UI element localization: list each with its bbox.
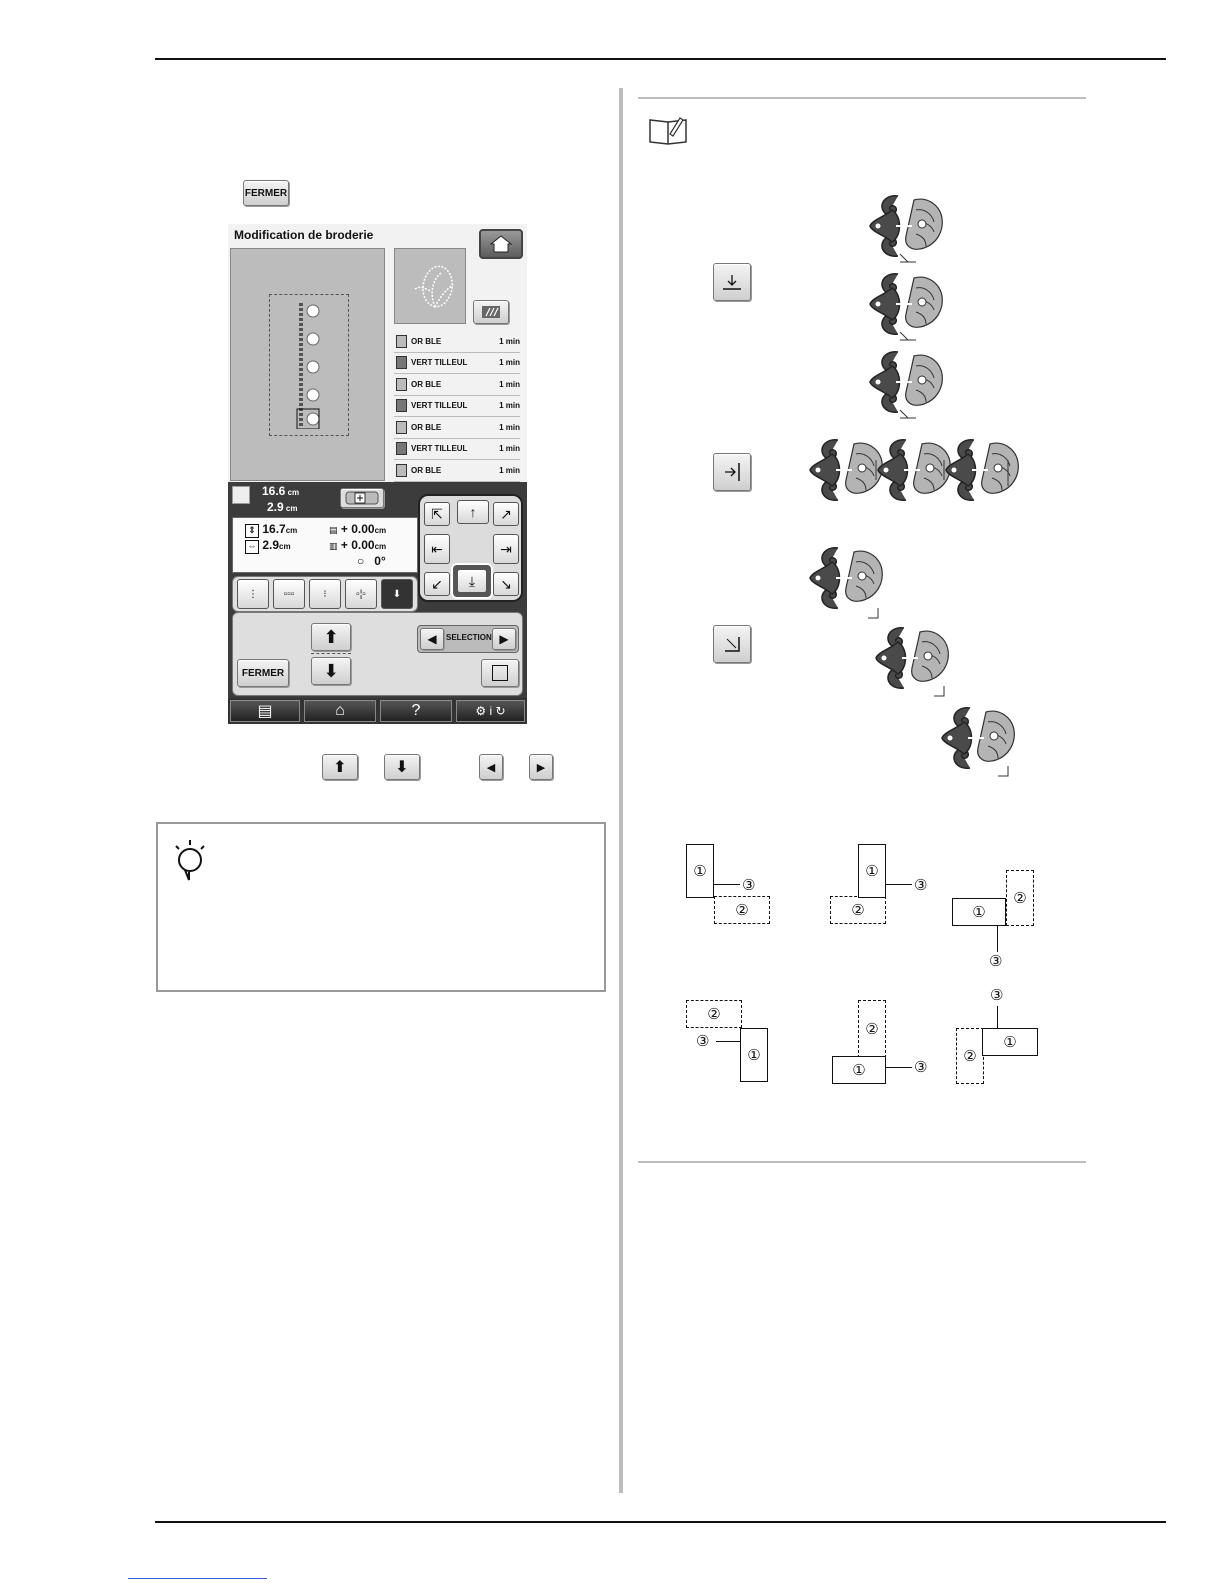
offset-x-unit: cm	[374, 526, 387, 535]
diagram-box-2	[686, 1000, 742, 1028]
home-button[interactable]	[479, 229, 523, 259]
label-3: ③	[990, 987, 1004, 1004]
down-key-illustration[interactable]	[384, 754, 420, 780]
label-2: ②	[865, 1021, 879, 1038]
pattern-size-readout	[262, 484, 299, 516]
fermer-button-label: FERMER	[241, 667, 285, 679]
pattern-thumbnail	[394, 248, 466, 324]
label-2: ②	[851, 902, 865, 919]
thread-name: VERT TILLEUL	[411, 358, 468, 368]
triangle-right-icon: ▶	[536, 761, 546, 774]
pointer-line	[997, 926, 998, 952]
layout-vertical-button[interactable]	[237, 579, 269, 609]
label-1: ①	[972, 904, 986, 921]
size-width-value: 2.9	[267, 500, 284, 514]
diagram-box-2	[956, 1028, 984, 1084]
bold-arrow-down-icon: ⬇	[395, 759, 409, 776]
thread-row[interactable]	[394, 353, 520, 375]
label-2: ②	[735, 902, 749, 919]
arrow-down-left-button[interactable]	[424, 572, 450, 596]
diagram-box-2	[858, 1000, 886, 1058]
offset-y-readout	[329, 538, 386, 552]
label-3: ③	[742, 877, 756, 894]
label-3: ③	[696, 1033, 710, 1050]
hoop-icon	[345, 491, 379, 505]
thread-display-button[interactable]	[473, 300, 509, 324]
arrow-up-icon: ↑	[469, 504, 477, 520]
layout-horizontal-icon: ▫▫▫	[283, 588, 295, 600]
triangle-left-icon: ◀	[486, 761, 496, 774]
motif-diagonal	[808, 544, 1018, 784]
embroidery-canvas[interactable]	[230, 248, 385, 481]
spool-icon	[396, 335, 407, 348]
thread-time: 1 min	[499, 465, 520, 475]
pointer-line	[886, 884, 912, 885]
square-icon	[492, 665, 508, 681]
thread-row[interactable]	[394, 331, 520, 353]
layout-horizontal-split-icon: ▫¦▫	[356, 588, 366, 600]
thread-time: 1 min	[499, 358, 520, 368]
width-unit: cm	[279, 542, 291, 551]
diagram-box-2	[714, 896, 770, 924]
thread-time: 1 min	[499, 336, 520, 346]
hoop-view-button[interactable]	[340, 488, 384, 508]
height-value: 16.7	[262, 522, 286, 536]
diagram-box-1	[858, 844, 886, 898]
diagram-box-1	[686, 844, 714, 898]
triangle-left-icon: ◀	[427, 632, 437, 646]
offset-x-readout	[329, 522, 386, 536]
lower-control-panel	[232, 612, 523, 696]
spool-icon	[396, 464, 407, 477]
label-3: ③	[914, 877, 928, 894]
layout-horizontal-button[interactable]	[273, 579, 305, 609]
embroidery-edit-screen	[228, 224, 527, 724]
up-key-illustration[interactable]	[322, 754, 358, 780]
label-3: ③	[914, 1059, 928, 1076]
diagram-box-1	[740, 1028, 768, 1082]
screen-bottom-bar	[228, 698, 527, 724]
align-bottom-icon	[720, 270, 744, 294]
label-2: ②	[707, 1006, 721, 1023]
thread-row[interactable]	[394, 396, 520, 418]
footer-rule	[155, 1521, 1166, 1523]
bold-arrow-up-icon: ⬆	[333, 759, 347, 776]
arrow-up-button[interactable]	[457, 500, 489, 524]
spool-icon	[396, 421, 407, 434]
memo-bottom-rule	[638, 1161, 1086, 1163]
motif-row-horizontal	[808, 430, 1020, 512]
settings-button[interactable]	[456, 700, 525, 722]
pattern-preview-icon	[289, 301, 329, 429]
thread-name: VERT TILLEUL	[411, 444, 468, 454]
layout-vertical-split-button[interactable]	[309, 579, 341, 609]
spool-icon	[396, 356, 407, 369]
move-down-button[interactable]	[311, 657, 351, 685]
layout-vertical-icon: ⋮	[248, 588, 258, 600]
position-diagram-4	[680, 996, 790, 1092]
motif-stack-vertical	[868, 192, 948, 424]
link-underline[interactable]	[128, 1578, 267, 1579]
direction-pad	[418, 494, 523, 602]
label-1: ①	[865, 863, 879, 880]
diagram-box-1	[952, 898, 1006, 926]
diagram-box-2	[830, 896, 886, 924]
fermer-key-label: FERMER	[244, 187, 288, 199]
thread-name: OR BLE	[411, 336, 442, 346]
align-bottom-button[interactable]	[713, 263, 751, 301]
angle-readout	[357, 554, 386, 568]
triangle-right-icon: ▶	[499, 632, 509, 646]
thread-row[interactable]	[394, 417, 520, 439]
thread-color-list	[394, 331, 520, 482]
home-icon	[481, 231, 521, 257]
selection-next-button[interactable]	[492, 628, 516, 650]
diagram-box-1	[832, 1056, 886, 1084]
position-diagram-2	[826, 838, 936, 938]
layout-selector	[232, 576, 418, 612]
bold-arrow-up-icon: ⬆	[323, 626, 339, 647]
align-diagonal-icon	[720, 632, 744, 656]
document-button[interactable]	[230, 700, 300, 722]
move-up-button[interactable]	[311, 623, 351, 651]
document-icon: ▤	[257, 703, 273, 720]
position-diagram-5	[826, 996, 936, 1092]
label-3: ③	[989, 953, 1003, 970]
needle-icon	[480, 304, 502, 320]
size-unit: cm	[285, 504, 298, 513]
thread-name: OR BLE	[411, 422, 442, 432]
arrow-up-right-button[interactable]	[493, 502, 519, 526]
spacer-line	[311, 653, 351, 655]
diagram-box-1	[982, 1028, 1038, 1056]
next-key-illustration[interactable]	[529, 754, 553, 780]
pointer-line	[997, 1006, 998, 1028]
size-unit: cm	[287, 488, 300, 497]
width-value: 2.9	[262, 538, 280, 552]
spool-icon	[396, 442, 407, 455]
arrow-right-button[interactable]	[493, 534, 519, 564]
arrow-down-button[interactable]	[457, 569, 487, 593]
arrow-down-icon: ⤓	[468, 572, 476, 589]
help-icon: ?	[411, 702, 421, 719]
thread-time: 1 min	[499, 422, 520, 432]
pointer-line	[886, 1067, 912, 1068]
machine-button[interactable]	[304, 700, 376, 722]
arrow-left-button[interactable]	[424, 534, 450, 564]
custom-layout-icon: ⬇	[392, 588, 402, 600]
height-icon: ⇕	[245, 524, 259, 538]
help-button[interactable]	[380, 700, 452, 722]
header-rule	[155, 58, 1166, 60]
height-readout	[245, 522, 297, 538]
memo-top-rule	[638, 97, 1086, 99]
select-all-button[interactable]	[481, 659, 519, 687]
lightbulb-icon	[170, 836, 210, 886]
offset-y-unit: cm	[374, 542, 387, 551]
arrow-up-left-icon: ⇱	[431, 505, 443, 522]
arrow-down-right-icon: ↘	[500, 575, 512, 592]
offset-y-value: + 0.00	[340, 538, 375, 552]
thread-name: VERT TILLEUL	[411, 401, 468, 411]
position-info-box	[232, 517, 418, 573]
memo-book-icon	[648, 112, 688, 146]
thread-time: 1 min	[499, 401, 520, 411]
layout-custom-button[interactable]	[381, 579, 413, 609]
offset-x-value: + 0.00	[340, 522, 375, 536]
thread-name: OR BLE	[411, 465, 442, 475]
pointer-line	[714, 884, 740, 885]
fermer-button[interactable]	[237, 659, 289, 687]
column-divider	[619, 88, 623, 1493]
size-height-value: 16.6	[262, 484, 286, 498]
selection-label: SELECTION	[446, 633, 492, 642]
size-icon	[232, 486, 250, 504]
thread-row[interactable]	[394, 374, 520, 396]
thread-row[interactable]	[394, 460, 520, 482]
arrow-up-right-icon: ↗	[500, 505, 512, 522]
sewing-machine-icon: ⌂	[335, 702, 345, 719]
height-unit: cm	[285, 526, 298, 535]
offset-x-icon: ▤	[329, 525, 338, 535]
arrow-left-icon: ⇤	[431, 540, 443, 557]
position-diagram-1	[680, 838, 790, 938]
align-right-icon	[720, 460, 744, 484]
selection-control	[417, 625, 519, 653]
selection-prev-button[interactable]	[420, 628, 444, 650]
arrow-right-icon: ⇥	[500, 540, 512, 557]
note-box	[156, 822, 606, 992]
thread-row[interactable]	[394, 439, 520, 461]
width-icon: ⇔	[245, 540, 259, 554]
label-2: ②	[1013, 890, 1027, 907]
prev-key-illustration[interactable]	[479, 754, 503, 780]
arrow-up-left-button[interactable]	[424, 502, 450, 526]
width-readout	[245, 538, 291, 554]
spool-icon	[396, 399, 407, 412]
position-diagram-3	[946, 862, 1056, 976]
diagram-box-2	[1006, 870, 1034, 926]
label-2: ②	[963, 1048, 977, 1065]
offset-y-icon: ▥	[329, 541, 338, 551]
pointer-line	[716, 1041, 740, 1042]
thread-name: OR BLE	[411, 379, 442, 389]
label-1: ①	[1003, 1034, 1017, 1051]
settings-icon: ⚙ i ↻	[475, 704, 506, 718]
screen-title: Modification de broderie	[234, 228, 374, 242]
selected-highlight	[451, 563, 493, 599]
spool-icon	[396, 378, 407, 391]
fermer-key-illustration[interactable]	[243, 180, 289, 206]
layout-vertical-split-icon: ⁝	[323, 588, 327, 600]
thread-time: 1 min	[499, 379, 520, 389]
arrow-down-left-icon: ↙	[431, 575, 443, 592]
label-1: ①	[693, 863, 707, 880]
align-diagonal-button[interactable]	[713, 625, 751, 663]
bold-arrow-down-icon: ⬇	[323, 660, 339, 681]
thread-time: 1 min	[499, 444, 520, 454]
layout-horizontal-split-button[interactable]	[345, 579, 377, 609]
angle-value: 0°	[374, 554, 386, 568]
rotate-icon: ○	[357, 554, 365, 568]
arrow-down-right-button[interactable]	[493, 572, 519, 596]
align-right-button[interactable]	[713, 453, 751, 491]
feather-motif-icon	[395, 249, 465, 323]
position-diagram-6	[950, 984, 1060, 1092]
label-1: ①	[747, 1047, 761, 1064]
label-1: ①	[852, 1062, 866, 1079]
